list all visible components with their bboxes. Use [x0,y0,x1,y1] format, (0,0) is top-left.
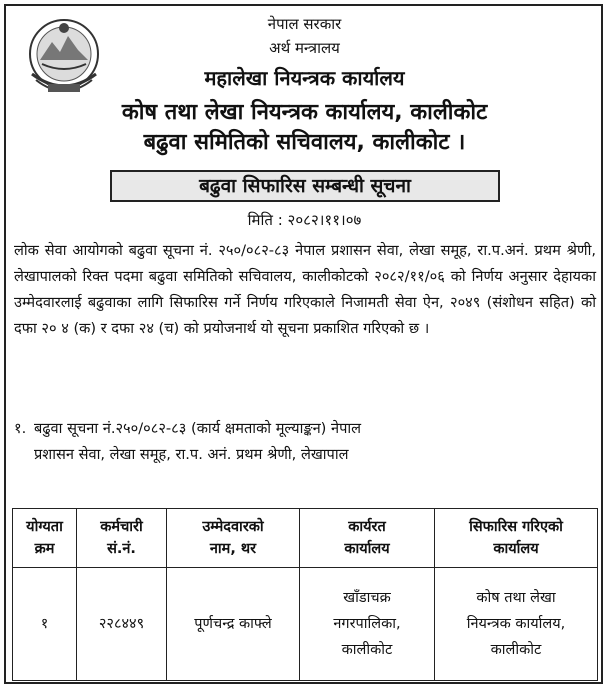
header-rank: योग्यता क्रम [13,509,77,568]
table-row [13,568,598,681]
candidate-table [12,508,598,681]
cell-recommended-office: कोष तथा लेखा नियन्त्रक कार्यालय, कालीकोट [435,568,598,681]
header-recommended-office: सिफारिस गरिएको कार्यालय [435,509,598,568]
table-header-row [13,509,598,568]
sub-office-name: कोष तथा लेखा नियन्त्रक कार्यालय, कालीकोट [121,100,488,125]
cell-employee-no: २२८४४९ [77,568,167,681]
header-candidate-name: उम्मेदवारको नाम, थर [167,509,300,568]
ministry-name: अर्थ मन्त्रालय [269,39,340,57]
item-number: १. [14,420,27,437]
header-employee-no: कर्मचारी सं.नं. [77,509,167,568]
notice-date: मिति : २०८२।११।०७ [247,211,362,229]
cell-current-office: खाँडाचक्र नगरपालिका, कालीकोट [300,568,435,681]
item-line-1: बढुवा सूचना नं.२५०/०८२-८३ (कार्य क्षमताको मूल्याङ्कन) नेपाल [34,420,362,437]
item-line-2: प्रशासन सेवा, लेखा समूह, रा.प. अनं. प्रथम श्रेणी, लेखापाल [34,446,349,463]
header-current-office: कार्यरत कार्यालय [300,509,435,568]
notice-title: बढुवा सिफारिस सम्बन्धी सूचना [110,170,500,202]
notice-body: लोक सेवा आयोगको बढुवा सूचना नं. २५०/०८२-८३ नेपाल प्रशासन सेवा, लेखा समूह, रा.प.अनं. प्रथम श्रेणी, लेखापालको रिक्त पदमा बढुवा समितिको सचिवालय, कालीकोटको २०८२/११/०६ को निर्णय अनुसार देहायका उम्मेदवारलाई बढुवाका लागि सिफारिस गर्ने निर्णय गरिएकाले निजामती सेवा ऐन, २०४९ (संशोधन सहित) को दफा २० ४ (क) र दफा २४ (च) को प्रयोजनार्थ यो सूचना प्रकाशित गरिएको छ । [14,242,596,337]
cell-candidate-name: पूर्णचन्द्र काफ्ले [167,568,300,681]
secretariat-name: बढुवा समितिको सचिवालय, कालीकोट । [143,130,466,155]
promotion-item [14,416,596,468]
cell-rank: १ [13,568,77,681]
government-name: नेपाल सरकार [267,15,342,33]
office-name: महालेखा नियन्त्रक कार्यालय [204,66,405,90]
